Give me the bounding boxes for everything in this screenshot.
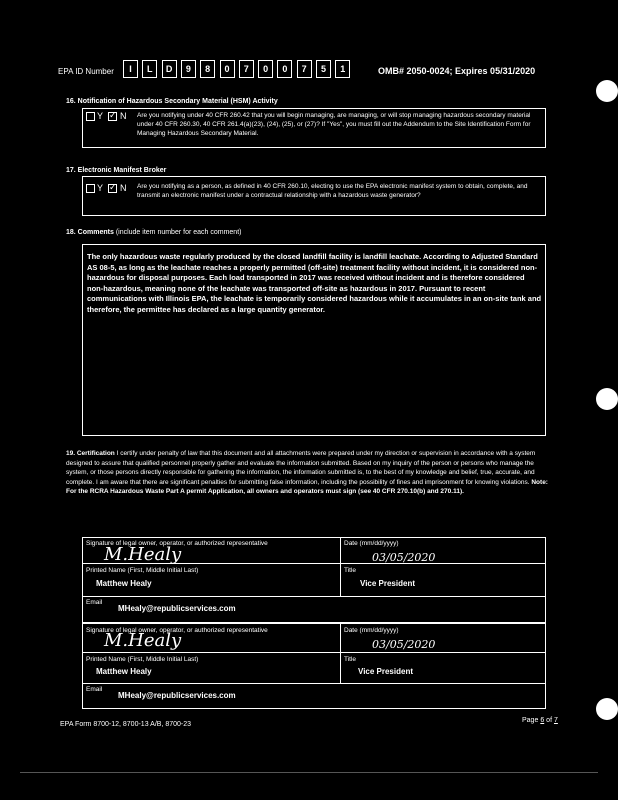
section-17-question: Are you notifying as a person, as defined in 40 CFR 260.10, electing to use the EPA electronic manifest system to obtain, complete, and transmit an electronic manifest under a contractual relationship with a hazardous waste generator? [137, 183, 528, 199]
section-18-note: (include item number for each comment) [115, 229, 242, 236]
printed-name-label: Printed Name (First, Middle Initial Last) [86, 567, 199, 574]
checkbox-yes[interactable] [86, 112, 95, 121]
signature-label: Signature of legal owner, operator, or authorized representative [86, 540, 268, 547]
punch-hole [596, 698, 618, 720]
section-19-title: 19. Certification [66, 450, 115, 457]
checkmark-icon: ✓ [109, 110, 117, 120]
of-label: of [546, 717, 553, 724]
date-label: Date (mm/dd/yyyy) [344, 627, 399, 634]
page-label: Page [522, 717, 539, 724]
title-value[interactable]: Vice President [360, 579, 415, 588]
epa-id-label: EPA ID Number [58, 67, 114, 76]
certification-statement: I certify under penalty of law that this document and all attachments were prepared under my direction or supervision in accordance with a system designed to assure that qualified personnel properly gather and evaluate the information submitted. Based on my inquiry of the person or persons who manage the system, or those persons directly responsible for gathering the information, the information submitted is, to the best of my knowledge and belief, true, accurate, and complete. I am aware that there are significant penalties for submitting false information, including the possibility of fines and imprisonment for knowing violations. [66, 450, 536, 486]
section-16-title: 16. Notification of Hazardous Secondary Material (HSM) Activity [66, 98, 278, 105]
certification-text [66, 449, 548, 497]
footer-rule [20, 772, 598, 773]
printed-name-value[interactable]: Matthew Healy [96, 667, 152, 676]
yes-label: Y [97, 111, 104, 121]
divider [82, 596, 546, 597]
email-label: Email [86, 599, 103, 606]
form-number: EPA Form 8700-12, 8700-13 A/B, 8700-23 [60, 721, 192, 728]
checkmark-icon: ✓ [109, 182, 117, 192]
section-18-title [66, 229, 241, 236]
omb-number: OMB# 2050-0024; Expires 05/31/2020 [378, 66, 536, 76]
yes-label: Y [97, 183, 104, 193]
page-indicator [522, 717, 558, 724]
divider [82, 652, 546, 653]
epa-id-char: 0 [277, 60, 292, 78]
printed-name-label: Printed Name (First, Middle Initial Last) [86, 656, 199, 663]
comments-text: The only hazardous waste regularly produced by the closed landfill facility is landfill leachate. According to Adjusted Standard AS 08-5, as long as the leachate reaches a properly permitted (off-site) treatment facility without incident, it is considered non-hazardous for disposal purposes. Each load transported in 2017 was received without incident and is therefore considered non-hazardous, meaning none of the leachate was transported off-site as hazardous in 2017. Pursuant to recent communications with Illinois EPA, the leachate is temporarily considered hazardous while it accumulates in an on-site tank and therefore, the permittee has declared as a large quantity generator. [87, 252, 542, 314]
epa-id-char: 5 [316, 60, 331, 78]
certification-note: Note: For the RCRA Hazardous Waste Part A permit Application, all owners and operators must sign (see 40 CFR 270.10(b) and 270.11). [66, 478, 548, 496]
epa-id-char: 7 [239, 60, 254, 78]
epa-id-char: 1 [335, 60, 350, 78]
email-value[interactable]: MHealy@republicservices.com [118, 604, 236, 613]
section-18-heading: 18. Comments [66, 229, 114, 236]
epa-id-char: 7 [297, 60, 312, 78]
section-16-question: Are you notifying under 40 CFR 260.42 that you will begin managing, are managing, or will stop managing hazardous secondary material under 40 CFR 260.30, 40 CFR 261.4(a)(23), (24), (25), or (27)? If "Yes", you must fill out the Addendum to the Site Identification Form for Managing Hazardous Secondary Material. [137, 112, 531, 137]
date-label: Date (mm/dd/yyyy) [344, 540, 399, 547]
email-label: Email [86, 686, 103, 693]
section-17-title: 17. Electronic Manifest Broker [66, 167, 167, 174]
title-value[interactable]: Vice President [358, 667, 413, 676]
signature-label: Signature of legal owner, operator, or authorized representative [86, 627, 268, 634]
epa-id-char: L [142, 60, 157, 78]
title-label: Title [344, 567, 357, 574]
punch-hole [596, 80, 618, 102]
printed-name-value[interactable]: Matthew Healy [96, 579, 152, 588]
divider [340, 537, 341, 596]
no-label: N [120, 183, 127, 193]
email-value[interactable]: MHealy@republicservices.com [118, 691, 236, 700]
signature-image: M.Healy [104, 544, 182, 565]
epa-id-char: 9 [181, 60, 196, 78]
checkbox-yes[interactable] [86, 184, 95, 193]
epa-id-char: 0 [258, 60, 273, 78]
epa-id-char: 0 [220, 60, 235, 78]
epa-id-char: I [123, 60, 138, 78]
signature-image: M.Healy [104, 630, 182, 651]
divider [82, 683, 546, 684]
page-total: 7 [553, 717, 558, 724]
date-value[interactable]: 03/05/2020 [372, 638, 436, 651]
title-label: Title [344, 656, 357, 663]
date-value[interactable]: 03/05/2020 [372, 551, 436, 564]
epa-id-char: 8 [200, 60, 215, 78]
divider [340, 623, 341, 683]
page-number: 6 [540, 717, 545, 724]
epa-id-char: D [162, 60, 177, 78]
no-label: N [120, 111, 127, 121]
punch-hole [596, 388, 618, 410]
